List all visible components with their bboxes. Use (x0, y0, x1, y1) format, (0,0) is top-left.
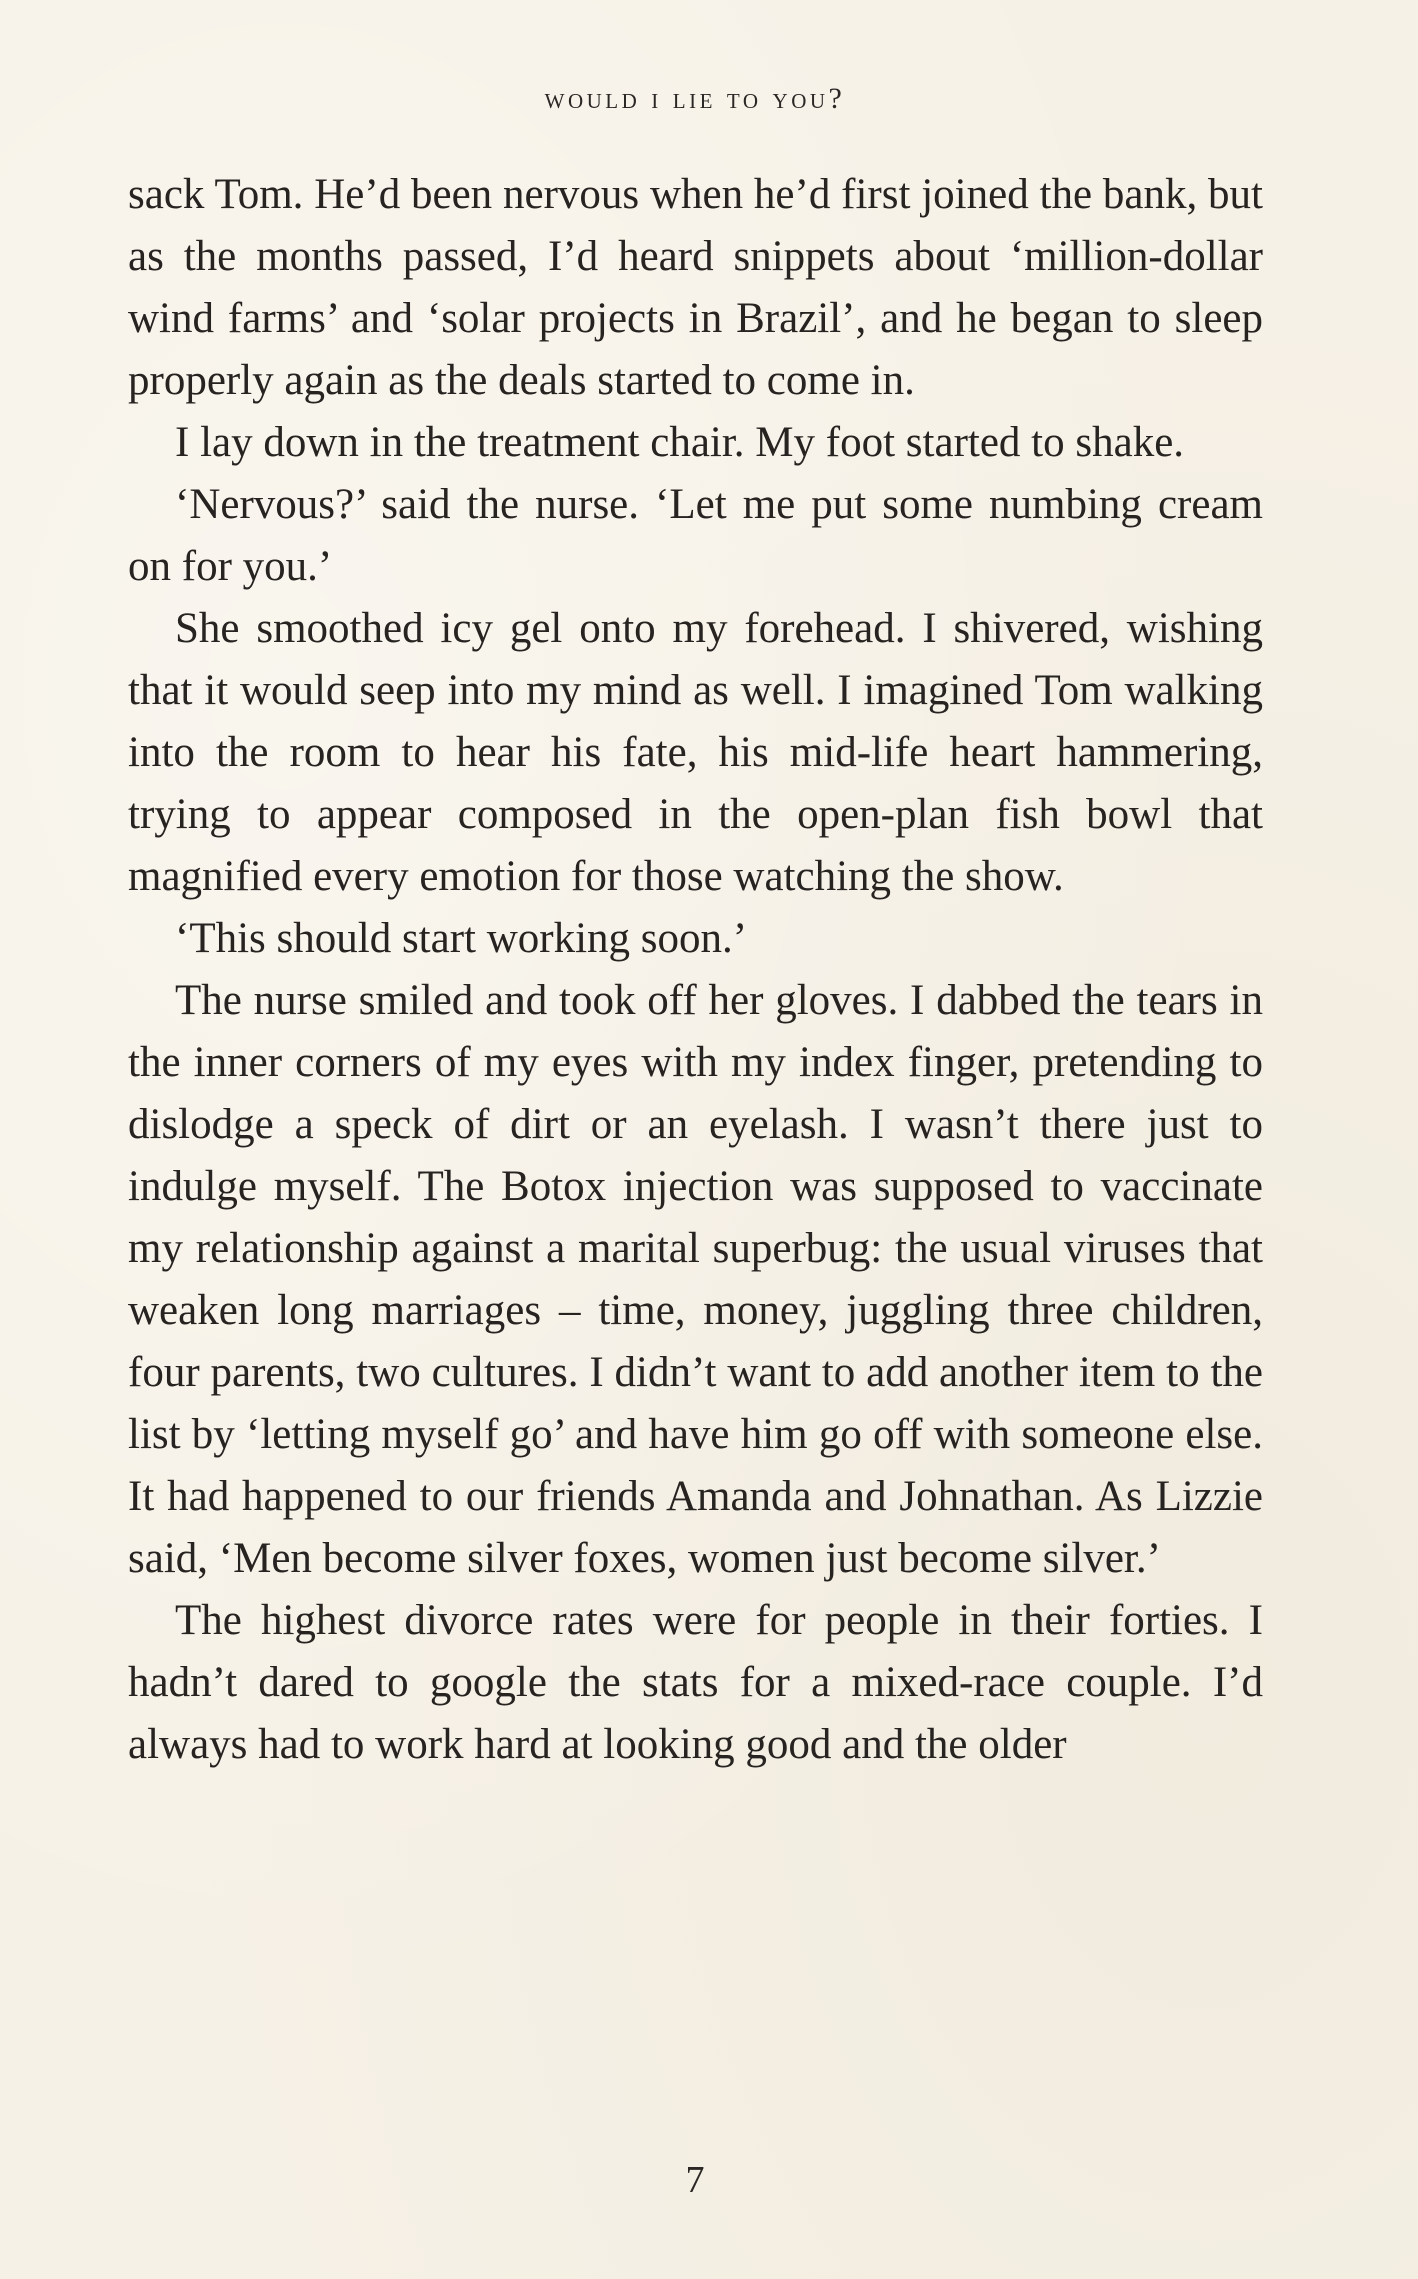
page-number: 7 (685, 2159, 705, 2201)
paragraph-7: The highest divorce rates were for people in their forties. I hadn’t dared to google the stats for a mixed-race couple. I’d always had to work hard at looking good and the older (128, 1597, 1263, 1768)
paragraph-2: I lay down in the treatment chair. My foot started to shake. (175, 419, 1185, 466)
paragraph-1: sack Tom. He’d been nervous when he’d first joined the bank, but as the months passed, I’d heard snippets about ‘million-dollar wind farms’ and ‘solar projects in Brazil’, and he began to sleep properly again as the deals started to come in. (128, 171, 1263, 404)
body-text (128, 164, 1263, 1776)
paragraph-5: ‘This should start working soon.’ (175, 915, 748, 962)
paragraph-3: ‘Nervous?’ said the nurse. ‘Let me put some numbing cream on for you.’ (128, 481, 1263, 590)
paragraph-6: The nurse smiled and took off her gloves. I dabbed the tears in the inner corners of my eyes with my index finger, pretending to dislodge a speck of dirt or an eyelash. I wasn’t there just to indulge myself. The Botox injection was supposed to vaccinate my relationship against a marital superbug: the usual viruses that weaken long marriages – time, money, juggling three children, four parents, two cultures. I didn’t want to add another item to the list by ‘letting myself go’ and have him go off with someone else. It had happened to our friends Amanda and Johnathan. As Lizzie said, ‘Men become silver foxes, women just become silver.’ (128, 977, 1263, 1582)
paragraph-4: She smoothed icy gel onto my forehead. I shivered, wishing that it would seep into my mind as well. I imagined Tom walking into the room to hear his fate, his mid-life heart hammering, trying to appear composed in the open-plan fish bowl that magnified every emotion for those watching the show. (128, 605, 1263, 900)
running-head: would i lie to you? (544, 82, 846, 115)
